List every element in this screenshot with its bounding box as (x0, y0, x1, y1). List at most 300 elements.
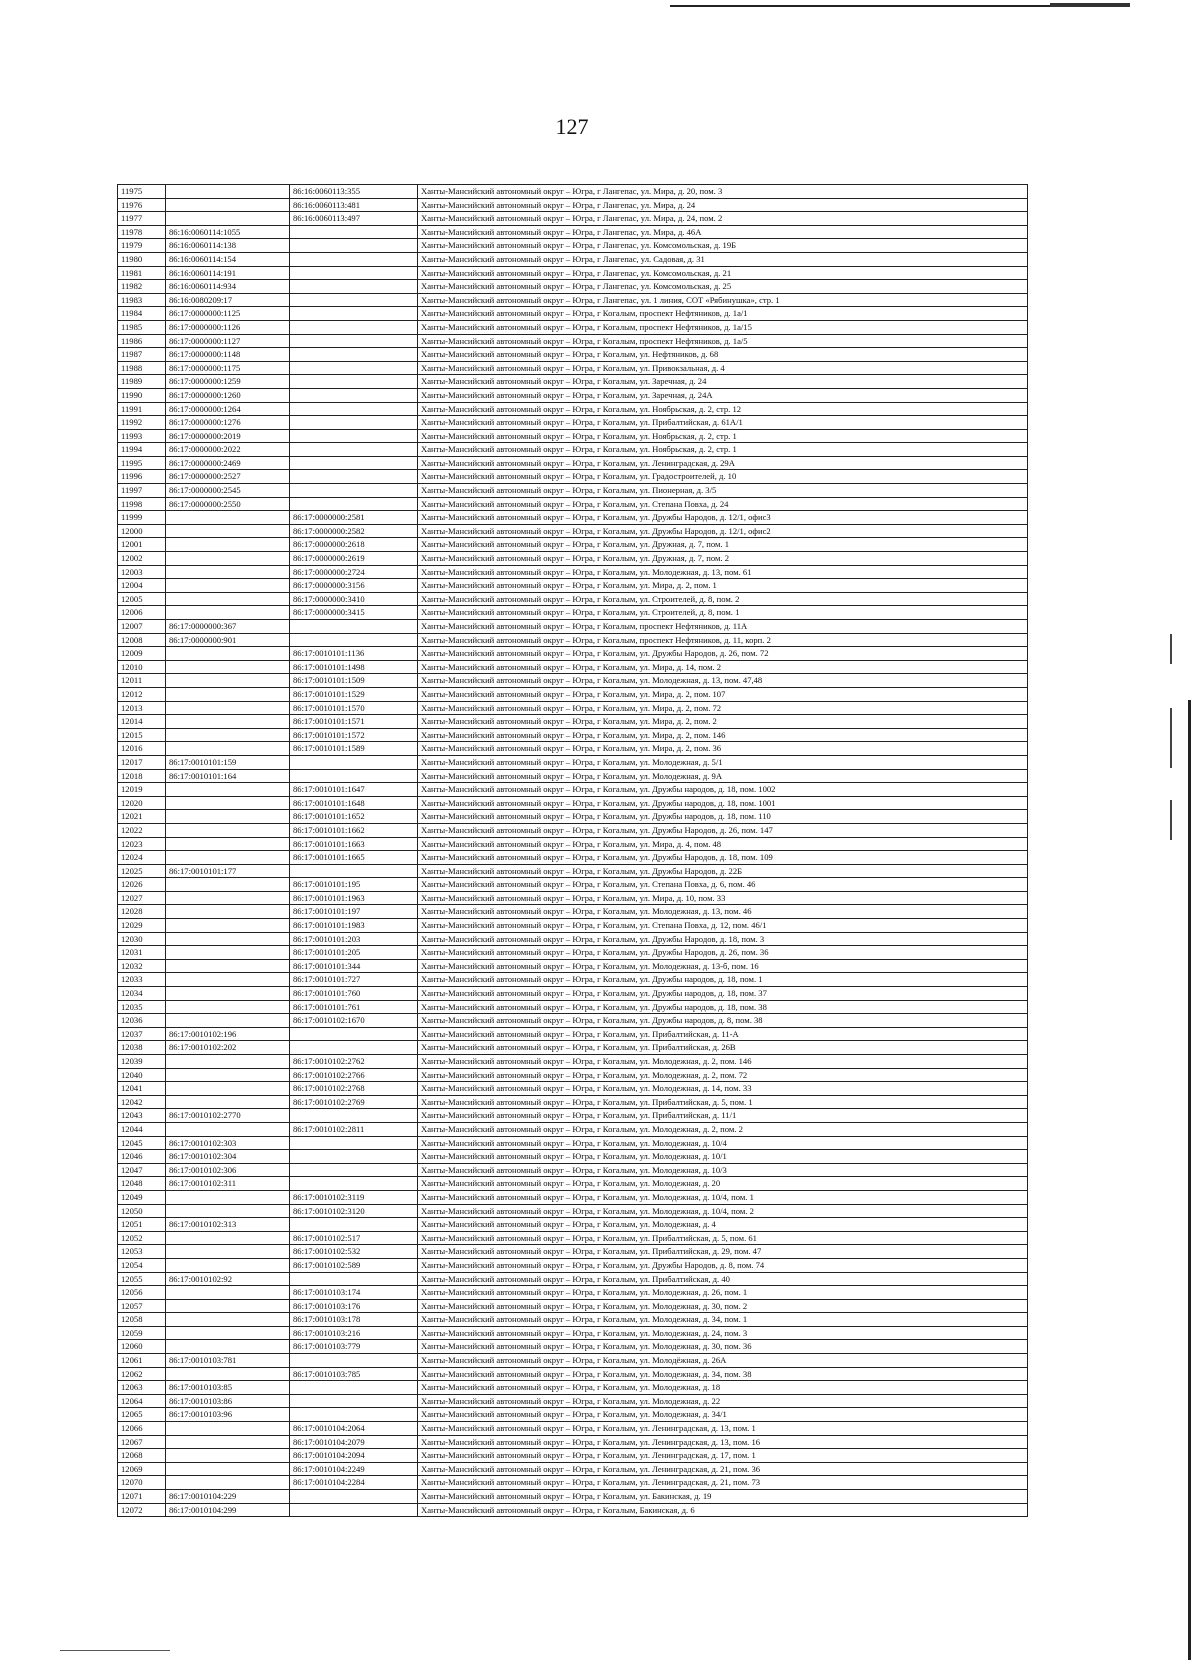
cadastral-number-premises-cell: 86:17:0010101:1509 (290, 674, 418, 688)
address-cell: Ханты-Мансийский автономный округ – Югра, г Когалым, ул. Молодежная, д. 34/1 (418, 1408, 1028, 1422)
table-row (118, 497, 1028, 511)
cadastral-number-premises-cell: 86:17:0010101:1571 (290, 715, 418, 729)
cadastral-number-premises-cell: 86:17:0010101:1662 (290, 823, 418, 837)
address-cell: Ханты-Мансийский автономный округ – Югра, г Когалым, ул. Молодежная, д. 24, пом. 3 (418, 1326, 1028, 1340)
cadastral-number-parcel-cell: 86:17:0000000:2550 (166, 497, 290, 511)
cadastral-number-premises-cell: 86:17:0010102:3119 (290, 1190, 418, 1204)
row-number-cell: 12018 (118, 769, 166, 783)
table-row (118, 660, 1028, 674)
cadastral-number-premises-cell (290, 1490, 418, 1504)
cadastral-number-parcel-cell (166, 1299, 290, 1313)
address-cell: Ханты-Мансийский автономный округ – Югра, г Когалым, ул. Дружбы Народов, д. 12/1, офис2 (418, 524, 1028, 538)
cadastral-number-premises-cell (290, 1027, 418, 1041)
row-number-cell: 12023 (118, 837, 166, 851)
table-row (118, 1000, 1028, 1014)
cadastral-number-premises-cell (290, 1150, 418, 1164)
table-row (118, 606, 1028, 620)
cadastral-number-premises-cell (290, 280, 418, 294)
table-row (118, 1313, 1028, 1327)
scan-artifact-top-mark (1050, 3, 1130, 7)
address-cell: Ханты-Мансийский автономный округ – Югра, г Когалым, ул. Ноябрьская, д. 2, стр. 1 (418, 429, 1028, 443)
cadastral-number-parcel-cell (166, 973, 290, 987)
address-cell: Ханты-Мансийский автономный округ – Югра, г Когалым, ул. Молодежная, д. 2, пом. 72 (418, 1068, 1028, 1082)
cadastral-number-premises-cell: 86:17:0010104:2094 (290, 1449, 418, 1463)
row-number-cell: 12061 (118, 1354, 166, 1368)
cadastral-number-premises-cell: 86:16:0060113:355 (290, 185, 418, 199)
table-row (118, 647, 1028, 661)
row-number-cell: 12058 (118, 1313, 166, 1327)
cadastral-number-premises-cell (290, 769, 418, 783)
cadastral-number-parcel-cell: 86:17:0010103:85 (166, 1381, 290, 1395)
address-cell: Ханты-Мансийский автономный округ – Югра, г Когалым, ул. Мира, д. 2, пом. 1 (418, 579, 1028, 593)
table-row (118, 552, 1028, 566)
address-cell: Ханты-Мансийский автономный округ – Югра, г Когалым, ул. Молодежная, д. 5/1 (418, 755, 1028, 769)
cadastral-number-premises-cell (290, 266, 418, 280)
row-number-cell: 12001 (118, 538, 166, 552)
address-cell: Ханты-Мансийский автономный округ – Югра, г Лангепас, ул. Мира, д. 46А (418, 225, 1028, 239)
cadastral-number-premises-cell: 86:17:0010101:344 (290, 959, 418, 973)
cadastral-number-premises-cell: 86:17:0000000:2581 (290, 511, 418, 525)
table-row (118, 348, 1028, 362)
table-row (118, 1177, 1028, 1191)
address-cell: Ханты-Мансийский автономный округ – Югра, г Когалым, ул. Ленинградская, д. 13, пом. 16 (418, 1435, 1028, 1449)
cadastral-number-parcel-cell (166, 1245, 290, 1259)
row-number-cell: 12040 (118, 1068, 166, 1082)
cadastral-number-parcel-cell: 86:17:0000000:1276 (166, 416, 290, 430)
table-row (118, 280, 1028, 294)
row-number-cell: 12010 (118, 660, 166, 674)
cadastral-number-parcel-cell (166, 823, 290, 837)
table-row (118, 1095, 1028, 1109)
cadastral-number-premises-cell (290, 1109, 418, 1123)
address-cell: Ханты-Мансийский автономный округ – Югра, г Когалым, ул. Ленинградская, д. 29А (418, 456, 1028, 470)
address-cell: Ханты-Мансийский автономный округ – Югра, г Когалым, Бакинская, д. 6 (418, 1503, 1028, 1517)
cadastral-number-premises-cell (290, 864, 418, 878)
cadastral-number-parcel-cell: 86:16:0060114:154 (166, 252, 290, 266)
cadastral-number-premises-cell: 86:17:0010101:1529 (290, 687, 418, 701)
cadastral-number-premises-cell: 86:17:0010102:532 (290, 1245, 418, 1259)
row-number-cell: 12066 (118, 1422, 166, 1436)
address-cell: Ханты-Мансийский автономный округ – Югра, г Когалым, ул. Прибалтийская, д. 61А/1 (418, 416, 1028, 430)
row-number-cell: 12009 (118, 647, 166, 661)
row-number-cell: 12056 (118, 1286, 166, 1300)
address-cell: Ханты-Мансийский автономный округ – Югра, г Когалым, ул. Молодежная, д. 2, пом. 146 (418, 1055, 1028, 1069)
cadastral-number-premises-cell: 86:17:0010102:2769 (290, 1095, 418, 1109)
address-cell: Ханты-Мансийский автономный округ – Югра, г Когалым, ул. Дружбы Народов, д. 26, пом. 72 (418, 647, 1028, 661)
cadastral-number-parcel-cell (166, 1422, 290, 1436)
row-number-cell: 12034 (118, 987, 166, 1001)
cadastral-number-premises-cell: 86:17:0010101:205 (290, 946, 418, 960)
cadastral-number-premises-cell: 86:17:0010102:2766 (290, 1068, 418, 1082)
cadastral-number-premises-cell (290, 1394, 418, 1408)
table-row (118, 429, 1028, 443)
address-cell: Ханты-Мансийский автономный округ – Югра, г Когалым, ул. Прибалтийская, д. 11-А (418, 1027, 1028, 1041)
cadastral-number-parcel-cell: 86:17:0000000:2019 (166, 429, 290, 443)
cadastral-number-parcel-cell: 86:17:0000000:1127 (166, 334, 290, 348)
table-row (118, 851, 1028, 865)
row-number-cell: 12046 (118, 1150, 166, 1164)
scan-artifact-margin-mark (1170, 708, 1172, 768)
cadastral-number-premises-cell (290, 402, 418, 416)
cadastral-number-parcel-cell: 86:17:0010102:2770 (166, 1109, 290, 1123)
cadastral-number-premises-cell: 86:17:0010102:1670 (290, 1014, 418, 1028)
row-number-cell: 12071 (118, 1490, 166, 1504)
table-row (118, 742, 1028, 756)
address-cell: Ханты-Мансийский автономный округ – Югра, г Когалым, ул. Дружная, д. 7, пом. 1 (418, 538, 1028, 552)
address-cell: Ханты-Мансийский автономный округ – Югра, г Когалым, ул. Прибалтийская, д. 26В (418, 1041, 1028, 1055)
row-number-cell: 12032 (118, 959, 166, 973)
row-number-cell: 11990 (118, 388, 166, 402)
cadastral-number-parcel-cell (166, 1082, 290, 1096)
address-cell: Ханты-Мансийский автономный округ – Югра, г Когалым, ул. Дружбы народов, д. 18, пом. 110 (418, 810, 1028, 824)
address-cell: Ханты-Мансийский автономный округ – Югра, г Когалым, ул. Прибалтийская, д. 29, пом. 47 (418, 1245, 1028, 1259)
cadastral-number-premises-cell (290, 755, 418, 769)
address-cell: Ханты-Мансийский автономный округ – Югра, г Когалым, ул. Дружбы Народов, д. 12/1, офис3 (418, 511, 1028, 525)
row-number-cell: 12036 (118, 1014, 166, 1028)
cadastral-number-parcel-cell (166, 1340, 290, 1354)
row-number-cell: 11983 (118, 293, 166, 307)
cadastral-number-parcel-cell: 86:17:0010102:304 (166, 1150, 290, 1164)
cadastral-number-premises-cell: 86:17:0010103:174 (290, 1286, 418, 1300)
table-row (118, 1218, 1028, 1232)
cadastral-number-premises-cell (290, 1503, 418, 1517)
cadastral-number-parcel-cell (166, 783, 290, 797)
cadastral-number-premises-cell (290, 1354, 418, 1368)
table-row (118, 1503, 1028, 1517)
table-row (118, 891, 1028, 905)
row-number-cell: 12013 (118, 701, 166, 715)
table-row (118, 1394, 1028, 1408)
cadastral-number-parcel-cell (166, 538, 290, 552)
address-cell: Ханты-Мансийский автономный округ – Югра, г Лангепас, ул. Мира, д. 20, пом. 3 (418, 185, 1028, 199)
row-number-cell: 12041 (118, 1082, 166, 1096)
table-row (118, 987, 1028, 1001)
address-cell: Ханты-Мансийский автономный округ – Югра, г Когалым, ул. Молодежная, д. 13, пом. 47,48 (418, 674, 1028, 688)
row-number-cell: 11981 (118, 266, 166, 280)
row-number-cell: 12026 (118, 878, 166, 892)
cadastral-number-parcel-cell (166, 1258, 290, 1272)
address-cell: Ханты-Мансийский автономный округ – Югра, г Когалым, проспект Нефтяников, д. 1а/5 (418, 334, 1028, 348)
address-cell: Ханты-Мансийский автономный округ – Югра, г Когалым, ул. Мира, д. 4, пом. 48 (418, 837, 1028, 851)
address-cell: Ханты-Мансийский автономный округ – Югра, г Когалым, ул. Мира, д. 2, пом. 146 (418, 728, 1028, 742)
row-number-cell: 12014 (118, 715, 166, 729)
table-row (118, 1041, 1028, 1055)
table-row (118, 1381, 1028, 1395)
cadastral-number-parcel-cell (166, 932, 290, 946)
cadastral-number-premises-cell: 86:17:0010102:589 (290, 1258, 418, 1272)
address-cell: Ханты-Мансийский автономный округ – Югра, г Когалым, ул. Молодежная, д. 10/1 (418, 1150, 1028, 1164)
row-number-cell: 12017 (118, 755, 166, 769)
table-row (118, 1055, 1028, 1069)
registry-table-body (118, 185, 1028, 1517)
row-number-cell: 12027 (118, 891, 166, 905)
cadastral-number-premises-cell: 86:17:0010103:176 (290, 1299, 418, 1313)
cadastral-number-parcel-cell (166, 212, 290, 226)
address-cell: Ханты-Мансийский автономный округ – Югра, г Когалым, ул. Дружбы народов, д. 18, пом. 38 (418, 1000, 1028, 1014)
row-number-cell: 12067 (118, 1435, 166, 1449)
cadastral-number-parcel-cell: 86:17:0000000:2022 (166, 443, 290, 457)
cadastral-number-parcel-cell: 86:17:0000000:1175 (166, 361, 290, 375)
address-cell: Ханты-Мансийский автономный округ – Югра, г Когалым, ул. Дружбы Народов, д. 26, пом. 147 (418, 823, 1028, 837)
table-row (118, 293, 1028, 307)
cadastral-number-premises-cell: 86:17:0010104:2249 (290, 1462, 418, 1476)
table-row (118, 1027, 1028, 1041)
row-number-cell: 12065 (118, 1408, 166, 1422)
cadastral-number-parcel-cell (166, 198, 290, 212)
cadastral-number-parcel-cell (166, 810, 290, 824)
table-row (118, 484, 1028, 498)
cadastral-number-premises-cell (290, 1136, 418, 1150)
table-row (118, 361, 1028, 375)
cadastral-number-premises-cell (290, 252, 418, 266)
table-row (118, 388, 1028, 402)
cadastral-number-parcel-cell: 86:17:0010104:299 (166, 1503, 290, 1517)
cadastral-number-parcel-cell (166, 524, 290, 538)
cadastral-number-premises-cell (290, 375, 418, 389)
table-row (118, 1150, 1028, 1164)
cadastral-number-premises-cell (290, 497, 418, 511)
table-row (118, 878, 1028, 892)
cadastral-number-parcel-cell (166, 878, 290, 892)
cadastral-number-premises-cell: 86:17:0010101:727 (290, 973, 418, 987)
cadastral-number-parcel-cell: 86:17:0000000:901 (166, 633, 290, 647)
row-number-cell: 11980 (118, 252, 166, 266)
scan-artifact-bottom-line (60, 1650, 170, 1651)
address-cell: Ханты-Мансийский автономный округ – Югра, г Когалым, ул. Молодежная, д. 13-б, пом. 16 (418, 959, 1028, 973)
cadastral-number-parcel-cell (166, 728, 290, 742)
cadastral-number-parcel-cell: 86:17:0010101:177 (166, 864, 290, 878)
table-row (118, 674, 1028, 688)
cadastral-number-premises-cell: 86:17:0000000:2582 (290, 524, 418, 538)
cadastral-number-parcel-cell: 86:17:0000000:1126 (166, 320, 290, 334)
row-number-cell: 12072 (118, 1503, 166, 1517)
cadastral-number-premises-cell: 86:17:0010101:1647 (290, 783, 418, 797)
cadastral-number-parcel-cell: 86:17:0000000:2527 (166, 470, 290, 484)
table-row (118, 198, 1028, 212)
cadastral-number-parcel-cell (166, 1000, 290, 1014)
table-row (118, 687, 1028, 701)
cadastral-number-premises-cell (290, 443, 418, 457)
address-cell: Ханты-Мансийский автономный округ – Югра, г Когалым, ул. Молодежная, д. 14, пом. 33 (418, 1082, 1028, 1096)
address-cell: Ханты-Мансийский автономный округ – Югра, г Когалым, ул. Молодежная, д. 10/3 (418, 1163, 1028, 1177)
cadastral-number-premises-cell (290, 225, 418, 239)
address-cell: Ханты-Мансийский автономный округ – Югра, г Когалым, ул. Ноябрьская, д. 2, стр. 1 (418, 443, 1028, 457)
address-cell: Ханты-Мансийский автономный округ – Югра, г Когалым, ул. Дружбы Народов, д. 8, пом. 74 (418, 1258, 1028, 1272)
address-cell: Ханты-Мансийский автономный округ – Югра, г Когалым, ул. Дружбы Народов, д. 18, пом. 109 (418, 851, 1028, 865)
cadastral-number-premises-cell: 86:17:0010102:517 (290, 1231, 418, 1245)
cadastral-number-premises-cell: 86:17:0010103:779 (290, 1340, 418, 1354)
table-row (118, 1231, 1028, 1245)
row-number-cell: 12031 (118, 946, 166, 960)
table-row (118, 959, 1028, 973)
cadastral-number-premises-cell (290, 416, 418, 430)
table-row (118, 185, 1028, 199)
table-row (118, 1367, 1028, 1381)
row-number-cell: 11984 (118, 307, 166, 321)
cadastral-number-premises-cell: 86:17:0000000:2618 (290, 538, 418, 552)
row-number-cell: 12043 (118, 1109, 166, 1123)
row-number-cell: 12054 (118, 1258, 166, 1272)
address-cell: Ханты-Мансийский автономный округ – Югра, г Когалым, ул. Строителей, д. 8, пом. 1 (418, 606, 1028, 620)
address-cell: Ханты-Мансийский автономный округ – Югра, г Когалым, проспект Нефтяников, д. 1а/15 (418, 320, 1028, 334)
cadastral-number-premises-cell: 86:17:0010101:761 (290, 1000, 418, 1014)
address-cell: Ханты-Мансийский автономный округ – Югра, г Когалым, ул. Дружбы народов, д. 18, пом. 1001 (418, 796, 1028, 810)
address-cell: Ханты-Мансийский автономный округ – Югра, г Когалым, проспект Нефтяников, д. 1а/1 (418, 307, 1028, 321)
row-number-cell: 12064 (118, 1394, 166, 1408)
table-row (118, 1258, 1028, 1272)
cadastral-number-premises-cell: 86:17:0010101:203 (290, 932, 418, 946)
cadastral-number-parcel-cell (166, 701, 290, 715)
table-row (118, 1245, 1028, 1259)
cadastral-number-parcel-cell (166, 987, 290, 1001)
address-cell: Ханты-Мансийский автономный округ – Югра, г Когалым, ул. Мира, д. 2, пом. 72 (418, 701, 1028, 715)
cadastral-number-parcel-cell: 86:17:0010102:311 (166, 1177, 290, 1191)
cadastral-number-premises-cell (290, 1272, 418, 1286)
address-cell: Ханты-Мансийский автономный округ – Югра, г Когалым, ул. Привокзальная, д. 4 (418, 361, 1028, 375)
cadastral-number-premises-cell (290, 293, 418, 307)
address-cell: Ханты-Мансийский автономный округ – Югра, г Когалым, ул. Строителей, д. 8, пом. 2 (418, 592, 1028, 606)
cadastral-number-premises-cell (290, 429, 418, 443)
cadastral-number-parcel-cell (166, 687, 290, 701)
row-number-cell: 12029 (118, 919, 166, 933)
address-cell: Ханты-Мансийский автономный округ – Югра, г Когалым, ул. Молодежная, д. 18 (418, 1381, 1028, 1395)
address-cell: Ханты-Мансийский автономный округ – Югра, г Когалым, ул. Молодежная, д. 34, пом. 1 (418, 1313, 1028, 1327)
table-row (118, 823, 1028, 837)
table-row (118, 837, 1028, 851)
cadastral-number-parcel-cell (166, 1476, 290, 1490)
row-number-cell: 12012 (118, 687, 166, 701)
row-number-cell: 12019 (118, 783, 166, 797)
cadastral-number-parcel-cell (166, 1190, 290, 1204)
address-cell: Ханты-Мансийский автономный округ – Югра, г Когалым, ул. Молодежная, д. 10/4 (418, 1136, 1028, 1150)
cadastral-number-premises-cell: 86:17:0000000:2619 (290, 552, 418, 566)
cadastral-number-premises-cell: 86:17:0010101:1570 (290, 701, 418, 715)
row-number-cell: 12060 (118, 1340, 166, 1354)
table-row (118, 755, 1028, 769)
row-number-cell: 11992 (118, 416, 166, 430)
cadastral-number-premises-cell: 86:17:0010102:2811 (290, 1122, 418, 1136)
address-cell: Ханты-Мансийский автономный округ – Югра, г Когалым, ул. Молодежная, д. 4 (418, 1218, 1028, 1232)
row-number-cell: 12062 (118, 1367, 166, 1381)
table-row (118, 1435, 1028, 1449)
cadastral-number-premises-cell: 86:17:0010104:2064 (290, 1422, 418, 1436)
cadastral-number-premises-cell: 86:17:0010103:178 (290, 1313, 418, 1327)
cadastral-number-premises-cell: 86:17:0010102:2762 (290, 1055, 418, 1069)
table-row (118, 620, 1028, 634)
cadastral-number-parcel-cell: 86:16:0060114:138 (166, 239, 290, 253)
address-cell: Ханты-Мансийский автономный округ – Югра, г Когалым, ул. Заречная, д. 24 (418, 375, 1028, 389)
row-number-cell: 12016 (118, 742, 166, 756)
row-number-cell: 12059 (118, 1326, 166, 1340)
scan-artifact-right-edge (1188, 700, 1191, 1660)
cadastral-number-parcel-cell (166, 796, 290, 810)
cadastral-number-parcel-cell: 86:17:0010102:303 (166, 1136, 290, 1150)
cadastral-number-parcel-cell (166, 1204, 290, 1218)
cadastral-number-premises-cell (290, 334, 418, 348)
table-row (118, 715, 1028, 729)
cadastral-number-premises-cell (290, 361, 418, 375)
table-row (118, 307, 1028, 321)
row-number-cell: 11997 (118, 484, 166, 498)
table-row (118, 1109, 1028, 1123)
cadastral-number-premises-cell: 86:17:0000000:3156 (290, 579, 418, 593)
address-cell: Ханты-Мансийский автономный округ – Югра, г Когалым, ул. Ленинградская, д. 13, пом. 1 (418, 1422, 1028, 1436)
table-row (118, 320, 1028, 334)
cadastral-number-parcel-cell (166, 565, 290, 579)
cadastral-number-parcel-cell: 86:17:0010102:306 (166, 1163, 290, 1177)
address-cell: Ханты-Мансийский автономный округ – Югра, г Когалым, ул. Прибалтийская, д. 5, пом. 1 (418, 1095, 1028, 1109)
cadastral-number-parcel-cell: 86:17:0000000:1264 (166, 402, 290, 416)
address-cell: Ханты-Мансийский автономный округ – Югра, г Когалым, ул. Ленинградская, д. 21, пом. 36 (418, 1462, 1028, 1476)
cadastral-number-parcel-cell (166, 185, 290, 199)
cadastral-number-parcel-cell: 86:17:0010104:229 (166, 1490, 290, 1504)
table-row (118, 633, 1028, 647)
address-cell: Ханты-Мансийский автономный округ – Югра, г Когалым, ул. Мира, д. 10, пом. 33 (418, 891, 1028, 905)
address-cell: Ханты-Мансийский автономный округ – Югра, г Когалым, ул. Ленинградская, д. 21, пом. 73 (418, 1476, 1028, 1490)
page-number: 127 (555, 114, 589, 139)
address-cell: Ханты-Мансийский автономный округ – Югра, г Когалым, проспект Нефтяников, д. 11, корп. 2 (418, 633, 1028, 647)
cadastral-number-parcel-cell: 86:17:0010102:202 (166, 1041, 290, 1055)
table-row (118, 1340, 1028, 1354)
table-row (118, 592, 1028, 606)
table-row (118, 470, 1028, 484)
table-row (118, 796, 1028, 810)
row-number-cell: 12044 (118, 1122, 166, 1136)
row-number-cell: 12039 (118, 1055, 166, 1069)
address-cell: Ханты-Мансийский автономный округ – Югра, г Когалым, ул. Степана Повха, д. 12, пом. 46/1 (418, 919, 1028, 933)
address-cell: Ханты-Мансийский автономный округ – Югра, г Когалым, ул. Дружбы народов, д. 18, пом. 37 (418, 987, 1028, 1001)
row-number-cell: 12045 (118, 1136, 166, 1150)
address-cell: Ханты-Мансийский автономный округ – Югра, г Когалым, ул. Дружная, д. 7, пом. 2 (418, 552, 1028, 566)
cadastral-number-parcel-cell (166, 715, 290, 729)
cadastral-number-parcel-cell: 86:17:0010103:781 (166, 1354, 290, 1368)
row-number-cell: 12038 (118, 1041, 166, 1055)
registry-table (117, 184, 1028, 1517)
table-row (118, 1408, 1028, 1422)
address-cell: Ханты-Мансийский автономный округ – Югра, г Лангепас, ул. Садовая, д. 31 (418, 252, 1028, 266)
address-cell: Ханты-Мансийский автономный округ – Югра, г Лангепас, ул. 1 линия, СОТ «Рябинушка», стр. 1 (418, 293, 1028, 307)
row-number-cell: 12008 (118, 633, 166, 647)
address-cell: Ханты-Мансийский автономный округ – Югра, г Когалым, ул. Молодежная, д. 10/4, пом. 2 (418, 1204, 1028, 1218)
scan-artifact-margin-mark (1170, 634, 1172, 664)
cadastral-number-premises-cell (290, 1381, 418, 1395)
cadastral-number-parcel-cell: 86:17:0000000:2469 (166, 456, 290, 470)
table-row (118, 769, 1028, 783)
cadastral-number-premises-cell: 86:17:0010101:1572 (290, 728, 418, 742)
table-row (118, 1354, 1028, 1368)
address-cell: Ханты-Мансийский автономный округ – Югра, г Когалым, ул. Заречная, д. 24А (418, 388, 1028, 402)
address-cell: Ханты-Мансийский автономный округ – Югра, г Когалым, ул. Степана Повха, д. 6, пом. 46 (418, 878, 1028, 892)
row-number-cell: 12005 (118, 592, 166, 606)
table-row (118, 416, 1028, 430)
cadastral-number-parcel-cell (166, 511, 290, 525)
address-cell: Ханты-Мансийский автономный округ – Югра, г Когалым, ул. Пионерная, д. 3/5 (418, 484, 1028, 498)
cadastral-number-parcel-cell: 86:17:0010103:96 (166, 1408, 290, 1422)
cadastral-number-parcel-cell (166, 1449, 290, 1463)
cadastral-number-premises-cell (290, 1041, 418, 1055)
row-number-cell: 11995 (118, 456, 166, 470)
cadastral-number-premises-cell (290, 484, 418, 498)
cadastral-number-parcel-cell (166, 946, 290, 960)
cadastral-number-parcel-cell (166, 1313, 290, 1327)
address-cell: Ханты-Мансийский автономный округ – Югра, г Когалым, ул. Нефтяников, д. 68 (418, 348, 1028, 362)
cadastral-number-premises-cell: 86:17:0010101:760 (290, 987, 418, 1001)
address-cell: Ханты-Мансийский автономный округ – Югра, г Когалым, ул. Дружбы народов, д. 8, пом. 38 (418, 1014, 1028, 1028)
cadastral-number-parcel-cell (166, 1231, 290, 1245)
cadastral-number-parcel-cell (166, 1068, 290, 1082)
address-cell: Ханты-Мансийский автономный округ – Югра, г Когалым, ул. Молодёжная, д. 26А (418, 1354, 1028, 1368)
cadastral-number-premises-cell: 86:17:0010101:1663 (290, 837, 418, 851)
